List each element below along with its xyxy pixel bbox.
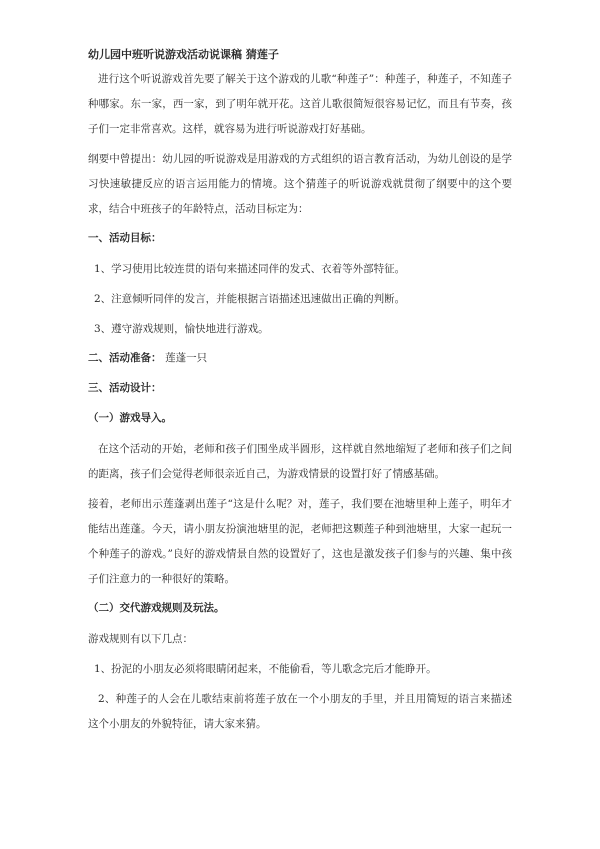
- rule-item-1: 1、扮泥的小朋友必须将眼睛闭起来，不能偷看，等儿歌念完后才能睁开。: [94, 663, 437, 675]
- goal-item-2: 2、注意倾听同伴的发言，并能根据言语描述迅速做出正确的判断。: [94, 293, 406, 305]
- prep-heading: [88, 347, 512, 369]
- prep-text: 莲蓬一只: [165, 352, 208, 364]
- outline-paragraph: 纲要中曾提出：幼儿园的听说游戏是用游戏的方式组织的语言教育活动，为幼儿创设的是学习快速敏捷反应的语言运用能力的情境。这个猜莲子的听说游戏就贯彻了纲要中的这个要求，结合中班孩子的年龄特点，活动目标定为：: [88, 153, 512, 215]
- sub1-paragraph-1: 在这个活动的开始，老师和孩子们围坐成半圆形，这样就自然地缩短了老师和孩子们之间的距离，孩子们会觉得老师很亲近自己，为游戏情景的设置打好了情感基础。: [88, 443, 512, 480]
- goal-item-3: 3、遵守游戏规则，愉快地进行游戏。: [94, 323, 269, 335]
- sub2-heading: （二）交代游戏规则及玩法。: [88, 602, 225, 614]
- intro-paragraph: 进行这个听说游戏首先要了解关于这个游戏的儿歌“种莲子”：种莲子，种莲子，不知莲子种哪家。东一家，西一家，到了明年就开花。这首儿歌很简短很容易记忆，而且有节奏，孩子们一定非常喜欢。这样，就容易为进行听说游戏打好基础。: [88, 73, 512, 135]
- rule-item-2: 2、种莲子的人会在儿歌结束前将莲子放在一个小朋友的手里，并且用简短的语言来描述这个小朋友的外貌特征，请大家来猜。: [88, 693, 512, 730]
- prep-heading-label: 二、活动准备：: [88, 352, 162, 364]
- document-title: 幼儿园中班听说游戏活动说课稿 猜莲子: [88, 48, 279, 61]
- sub1-heading: （一）游戏导入。: [88, 412, 172, 424]
- goals-heading: 一、活动目标：: [88, 232, 162, 244]
- design-heading: 三、活动设计：: [88, 382, 162, 394]
- document-page: [88, 47, 512, 742]
- rules-intro: 游戏规则有以下几点：: [88, 633, 193, 645]
- goal-item-1: 1、学习使用比较连贯的语句来描述同伴的发式、衣着等外部特征。: [94, 263, 406, 275]
- sub1-paragraph-2: 接着，老师出示莲蓬剥出莲子“这是什么呢？对，莲子，我们要在池塘里种上莲子，明年才能结出莲蓬。今天，请小朋友扮演池塘里的泥，老师把这颗莲子种到池塘里，大家一起玩一个种莲子的游戏。”良好的游戏情景自然的设置好了，这也是激发孩子们参与的兴趣、集中孩子们注意力的一种很好的策略。: [88, 498, 512, 585]
